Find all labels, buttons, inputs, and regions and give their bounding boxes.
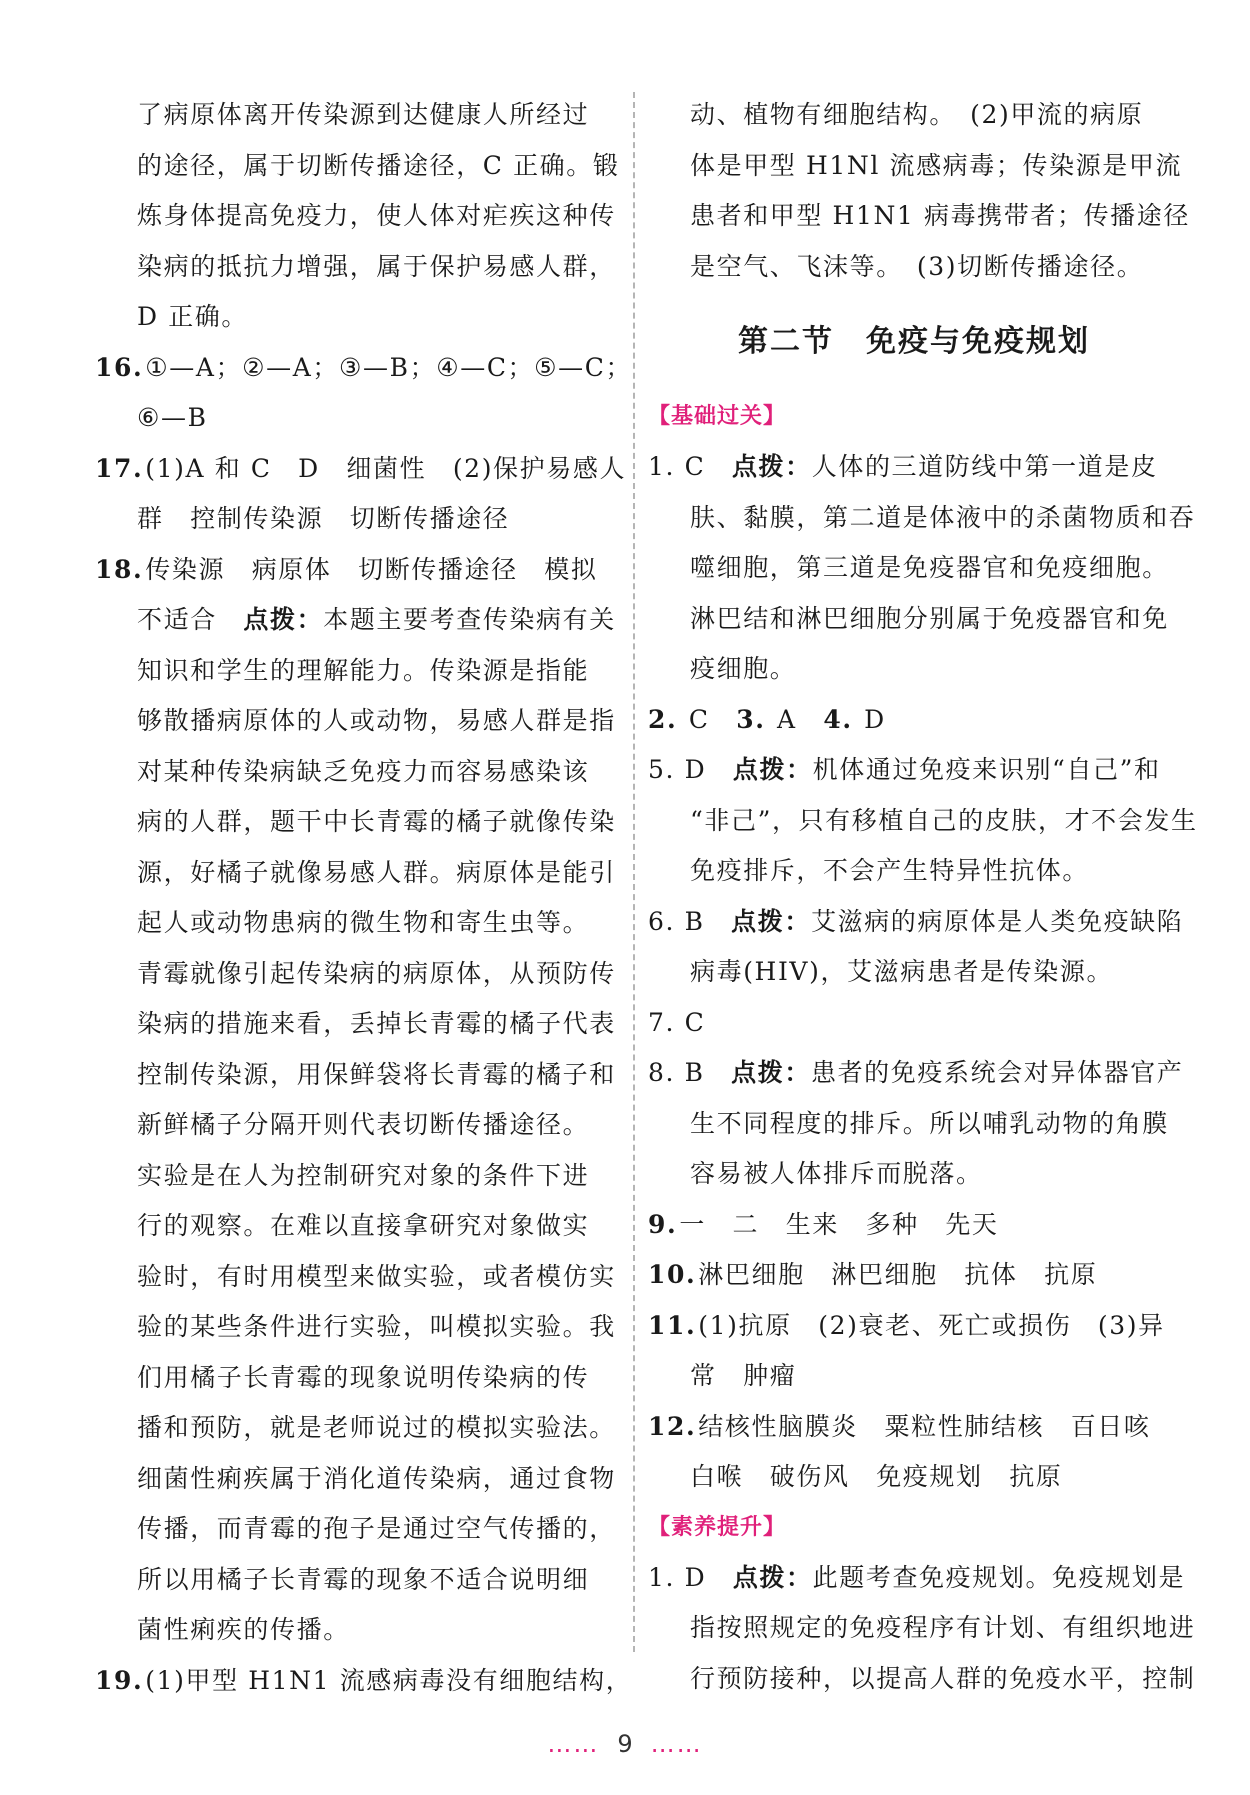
left-column xyxy=(95,90,633,1706)
hint-text: 本题主要考查传染病有关 xyxy=(323,605,616,634)
answers-2-4 xyxy=(648,695,1180,746)
answer-text: 1. C xyxy=(648,452,732,481)
text-line: 免疫排斥，不会产生特异性抗体。 xyxy=(690,856,1090,885)
text-line: 起人或动物患病的微生物和寄生虫等。 xyxy=(137,908,590,937)
text-line: 够散播病原体的人或动物，易感人群是指 xyxy=(137,706,616,735)
hint-label: 点拨： xyxy=(731,1058,811,1087)
section-title: 第二节 免疫与免疫规划 xyxy=(738,324,1090,359)
answer-16 xyxy=(95,343,633,394)
answer-18 xyxy=(95,545,620,596)
hint-text: 此题考查免疫规划。免疫规划是 xyxy=(812,1562,1186,1592)
hint-label: 点拨： xyxy=(243,605,324,634)
column-divider xyxy=(633,92,635,1652)
text-line: D 正确。 xyxy=(137,302,248,331)
question-number: 18. xyxy=(95,554,144,584)
page-footer xyxy=(0,1730,1250,1758)
answer-text: (1)抗原 (2)衰老、死亡或损伤 (3)异 xyxy=(698,1310,1165,1340)
text-line: 染病的抵抗力增强，属于保护易感人群， xyxy=(137,251,616,281)
answer-text: D xyxy=(854,704,886,734)
right-column xyxy=(648,90,1198,1704)
answer-text: A xyxy=(767,704,824,734)
text-line: 所以用橘子长青霉的现象不适合说明细 xyxy=(137,1564,590,1594)
question-number: 12. xyxy=(648,1411,697,1441)
advanced-answer-1-explanation xyxy=(648,1603,1196,1704)
question-number: 4. xyxy=(823,704,853,734)
text-line: 对某种传染病缺乏免疫力而容易感染该 xyxy=(137,756,590,786)
question-number: 11. xyxy=(648,1310,697,1340)
text-line: 病毒(HIV)，艾滋病患者是传染源。 xyxy=(690,957,1114,986)
text-line: 指按照规定的免疫程序有计划、有组织地进 xyxy=(690,1613,1196,1642)
answer-text: C xyxy=(679,704,737,734)
answer-text: 传染源 病原体 切断传播途径 模拟 xyxy=(145,554,598,584)
answer-1 xyxy=(648,442,1180,493)
text-line: 验的某些条件进行实验，叫模拟实验。我 xyxy=(137,1312,616,1341)
text-line: 生不同程度的排斥。所以哺乳动物的角膜 xyxy=(690,1108,1169,1138)
text-line: 动、植物有细胞结构。 (2)甲流的病原 xyxy=(690,100,1144,129)
answer-5 xyxy=(648,745,1180,796)
text-line: 噬细胞，第三道是免疫器官和免疫细胞。 xyxy=(690,553,1169,582)
text-line: 菌性痢疾的传播。 xyxy=(137,1615,350,1644)
text-line: 控制传染源，用保鲜袋将长青霉的橘子和 xyxy=(137,1059,616,1089)
text-line: 青霉就像引起传染病的病原体，从预防传 xyxy=(137,958,616,988)
answer-text: 1. D xyxy=(648,1562,733,1592)
text-line: 行预防接种，以提高人群的免疫水平，控制 xyxy=(690,1663,1196,1693)
footer-dots-left: …… xyxy=(547,1730,600,1758)
text-line: 炼身体提高免疫力，使人体对疟疾这种传 xyxy=(137,201,616,230)
question-number: 2. xyxy=(648,704,678,734)
answer-11 xyxy=(648,1301,1180,1352)
text-line: 的途径，属于切断传播途径，C 正确。锻 xyxy=(137,150,620,180)
text-line: 群 控制传染源 切断传播途径 xyxy=(137,504,510,533)
text-line: 淋巴结和淋巴细胞分别属于免疫器官和免 xyxy=(690,603,1169,633)
answer-1-explanation xyxy=(648,493,1196,695)
hint-text: 机体通过免疫来识别“自己”和 xyxy=(812,755,1161,784)
question-number: 16. xyxy=(95,352,144,382)
section-tag-advanced: 【素养提升】 xyxy=(648,1514,787,1540)
text-line: 病的人群，题干中长青霉的橘子就像传染 xyxy=(137,807,616,836)
text-line: 疫细胞。 xyxy=(690,654,797,683)
footer-dots-right: …… xyxy=(650,1730,703,1758)
page-number: 9 xyxy=(617,1730,633,1758)
advanced-answer-1 xyxy=(648,1553,1186,1604)
hint-text: 患者的免疫系统会对异体器官产 xyxy=(810,1058,1184,1087)
hint-label: 点拨： xyxy=(732,1562,813,1592)
hint-label: 点拨： xyxy=(731,452,812,481)
question-number: 10. xyxy=(648,1260,697,1289)
text-line: 细菌性痢疾属于消化道传染病，通过食物 xyxy=(137,1463,616,1493)
answer-8-explanation xyxy=(648,1099,1180,1200)
answer-10 xyxy=(648,1250,1180,1301)
text-line: 源，好橘子就像易感人群。病原体是能引 xyxy=(137,857,616,887)
question-number: 9. xyxy=(648,1209,678,1239)
text-line: 肤、黏膜，第二道是体液中的杀菌物质和吞 xyxy=(690,502,1196,532)
text-line: 了病原体离开传染源到达健康人所经过 xyxy=(137,100,590,129)
answer-8 xyxy=(648,1048,1184,1099)
text-line: 染病的措施来看，丢掉长青霉的橘子代表 xyxy=(137,1009,616,1038)
text-line: ⑥—B xyxy=(137,403,208,432)
hint-label: 点拨： xyxy=(731,906,811,936)
text-line: 新鲜橘子分隔开则代表切断传播途径。 xyxy=(137,1110,590,1139)
answer-text: (1)甲型 H1N1 流感病毒没有细胞结构， xyxy=(145,1665,633,1695)
answer-6 xyxy=(648,897,1184,948)
answer-text: 5. D xyxy=(648,755,733,784)
answer-text: 淋巴细胞 淋巴细胞 抗体 抗原 xyxy=(698,1260,1098,1289)
answer-19 xyxy=(95,1656,633,1707)
hint-text: 艾滋病的病原体是人类免疫缺陷 xyxy=(810,906,1184,936)
text-line: 验时，有时用模型来做实验，或者模仿实 xyxy=(137,1261,616,1291)
hint-text: 人体的三道防线中第一道是皮 xyxy=(811,452,1158,481)
text-line: 行的观察。在难以直接拿研究对象做实 xyxy=(137,1211,590,1240)
text-line: 播和预防，就是老师说过的模拟实验法。 xyxy=(137,1413,616,1442)
hint-label: 点拨： xyxy=(732,755,813,784)
question-number: 19. xyxy=(95,1665,144,1695)
text-line: 实验是在人为控制研究对象的条件下进 xyxy=(137,1160,590,1190)
text-line: 知识和学生的理解能力。传染源是指能 xyxy=(137,655,590,685)
answer-9 xyxy=(648,1200,1180,1251)
text-line: 常 肿瘤 xyxy=(690,1361,797,1390)
text-line: 患者和甲型 H1N1 病毒携带者；传播途径 xyxy=(690,201,1190,230)
text-line: 们用橘子长青霉的现象说明传染病的传 xyxy=(137,1362,590,1392)
text-line xyxy=(95,595,620,646)
text-line: 容易被人体排斥而脱落。 xyxy=(690,1159,983,1188)
answer-5-explanation xyxy=(648,796,1198,897)
answer-text: 一 二 生来 多种 先天 xyxy=(679,1209,999,1239)
text-line: 传播，而青霉的孢子是通过空气传播的， xyxy=(137,1514,616,1543)
question-number: 3. xyxy=(736,704,766,734)
answer-18-explanation xyxy=(95,646,620,1656)
question-number: 17. xyxy=(95,453,144,483)
answer-17 xyxy=(95,444,627,495)
text-line: 是空气、飞沫等。 (3)切断传播途径。 xyxy=(690,251,1144,281)
text-line: “非己”，只有移植自己的皮肤，才不会发生 xyxy=(690,805,1198,835)
answer-6-explanation xyxy=(648,947,1180,998)
answer-text: 6. B xyxy=(648,906,732,936)
text-line: 白喉 破伤风 免疫规划 抗原 xyxy=(690,1462,1063,1491)
answer-text: 结核性脑膜炎 粟粒性肺结核 百日咳 xyxy=(698,1411,1151,1441)
section-tag-basic: 【基础过关】 xyxy=(648,404,787,429)
answer-7: 7. C xyxy=(648,1007,706,1037)
answer-text: 不适合 xyxy=(137,605,244,634)
answer-text: 8. B xyxy=(648,1058,732,1087)
answer-text: ①—A；②—A；③—B；④—C；⑤—C； xyxy=(145,352,633,382)
answer-text: (1)A 和 C D 细菌性 (2)保护易感人 xyxy=(145,453,627,483)
answer-12 xyxy=(648,1402,1180,1453)
text-line: 体是甲型 H1Nl 流感病毒；传染源是甲流 xyxy=(690,150,1183,180)
